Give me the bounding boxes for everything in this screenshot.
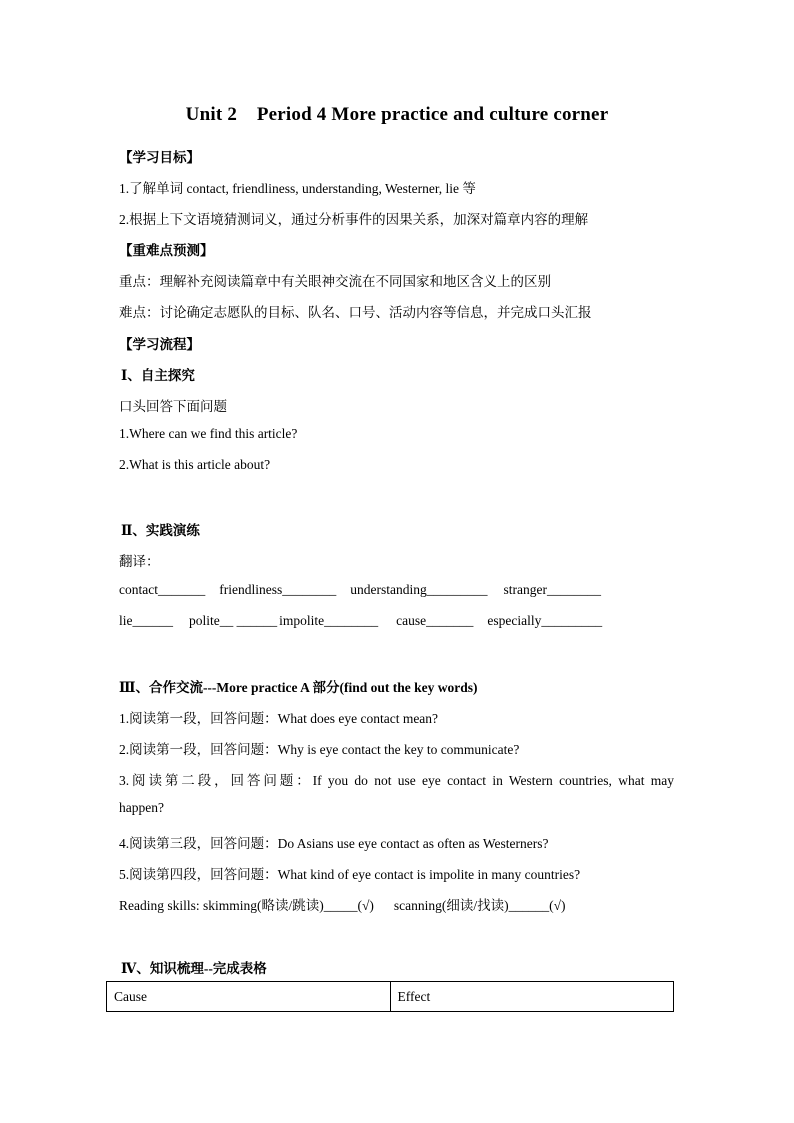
keypoints-heading: 【重难点预测】 [119, 243, 214, 258]
part3-heading: Ⅲ、合作交流---More practice A 部分(find out the key words) [119, 680, 478, 695]
blank-contact[interactable]: contact_______ [119, 582, 206, 597]
part3-question-5: 5.阅读第四段，回答问题：What kind of eye contact is impolite in many countries? [119, 867, 581, 882]
page-title: Unit 2 Period 4 More practice and culture corner [185, 104, 609, 125]
part1-question-2: 2.What is this article about? [119, 457, 271, 472]
reading-skills-line [119, 894, 566, 914]
part1-heading: Ⅰ、自主探究 [121, 368, 195, 383]
table-row [107, 982, 674, 1012]
process-heading: 【学习流程】 [119, 337, 200, 352]
part4-heading: Ⅳ、知识梳理--完成表格 [121, 961, 267, 976]
translation-row-1 [119, 582, 601, 598]
skimming-blank[interactable]: Reading skills: skimming(略读/跳读)_____(√) [119, 898, 374, 913]
blank-polite[interactable]: polite__ ______ [189, 613, 278, 628]
part3-question-1: 1.阅读第一段，回答问题：What does eye contact mean? [119, 711, 439, 726]
part2-instruction: 翻译： [119, 554, 160, 569]
scanning-blank[interactable]: scanning(细读/找读)______(√) [393, 898, 566, 913]
part2-heading: Ⅱ、实践演练 [121, 523, 200, 538]
blank-understanding[interactable]: understanding_________ [350, 582, 488, 597]
blank-lie[interactable]: lie______ [119, 613, 173, 628]
goal-item-2: 2.根据上下文语境猜测词义，通过分析事件的因果关系，加深对篇章内容的理解 [119, 212, 589, 227]
blank-stranger[interactable]: stranger________ [503, 582, 601, 597]
blank-friendliness[interactable]: friendliness________ [219, 582, 337, 597]
goals-heading: 【学习目标】 [119, 150, 200, 165]
blank-cause[interactable]: cause_______ [396, 613, 474, 628]
keypoint-item-2: 难点：讨论确定志愿队的目标、队名、口号、活动内容等信息，并完成口头汇报 [119, 305, 592, 320]
table-header-effect: Effect [390, 982, 674, 1012]
part1-instruction: 口头回答下面问题 [119, 399, 227, 414]
part3-question-4: 4.阅读第三段，回答问题：Do Asians use eye contact as often as Westerners? [119, 836, 549, 851]
part3-question-3: 3.阅读第二段，回答问题：If you do not use eye contact in Western countries, what may [119, 773, 674, 788]
table-header-cause: Cause [107, 982, 391, 1012]
cause-effect-table [106, 981, 674, 1012]
goal-item-1: 1.了解单词 contact, friendliness, understanding, Westerner, lie 等 [119, 181, 476, 196]
translation-row-2 [119, 613, 602, 629]
part3-question-2: 2.阅读第一段，回答问题：Why is eye contact the key to communicate? [119, 742, 520, 757]
part1-question-1: 1.Where can we find this article? [119, 426, 298, 441]
part3-question-3-continued: happen? [119, 800, 164, 815]
blank-especially[interactable]: especially_________ [487, 613, 603, 628]
blank-impolite[interactable]: impolite________ [279, 613, 379, 628]
keypoint-item-1: 重点：理解补充阅读篇章中有关眼神交流在不同国家和地区含义上的区别 [119, 274, 551, 289]
